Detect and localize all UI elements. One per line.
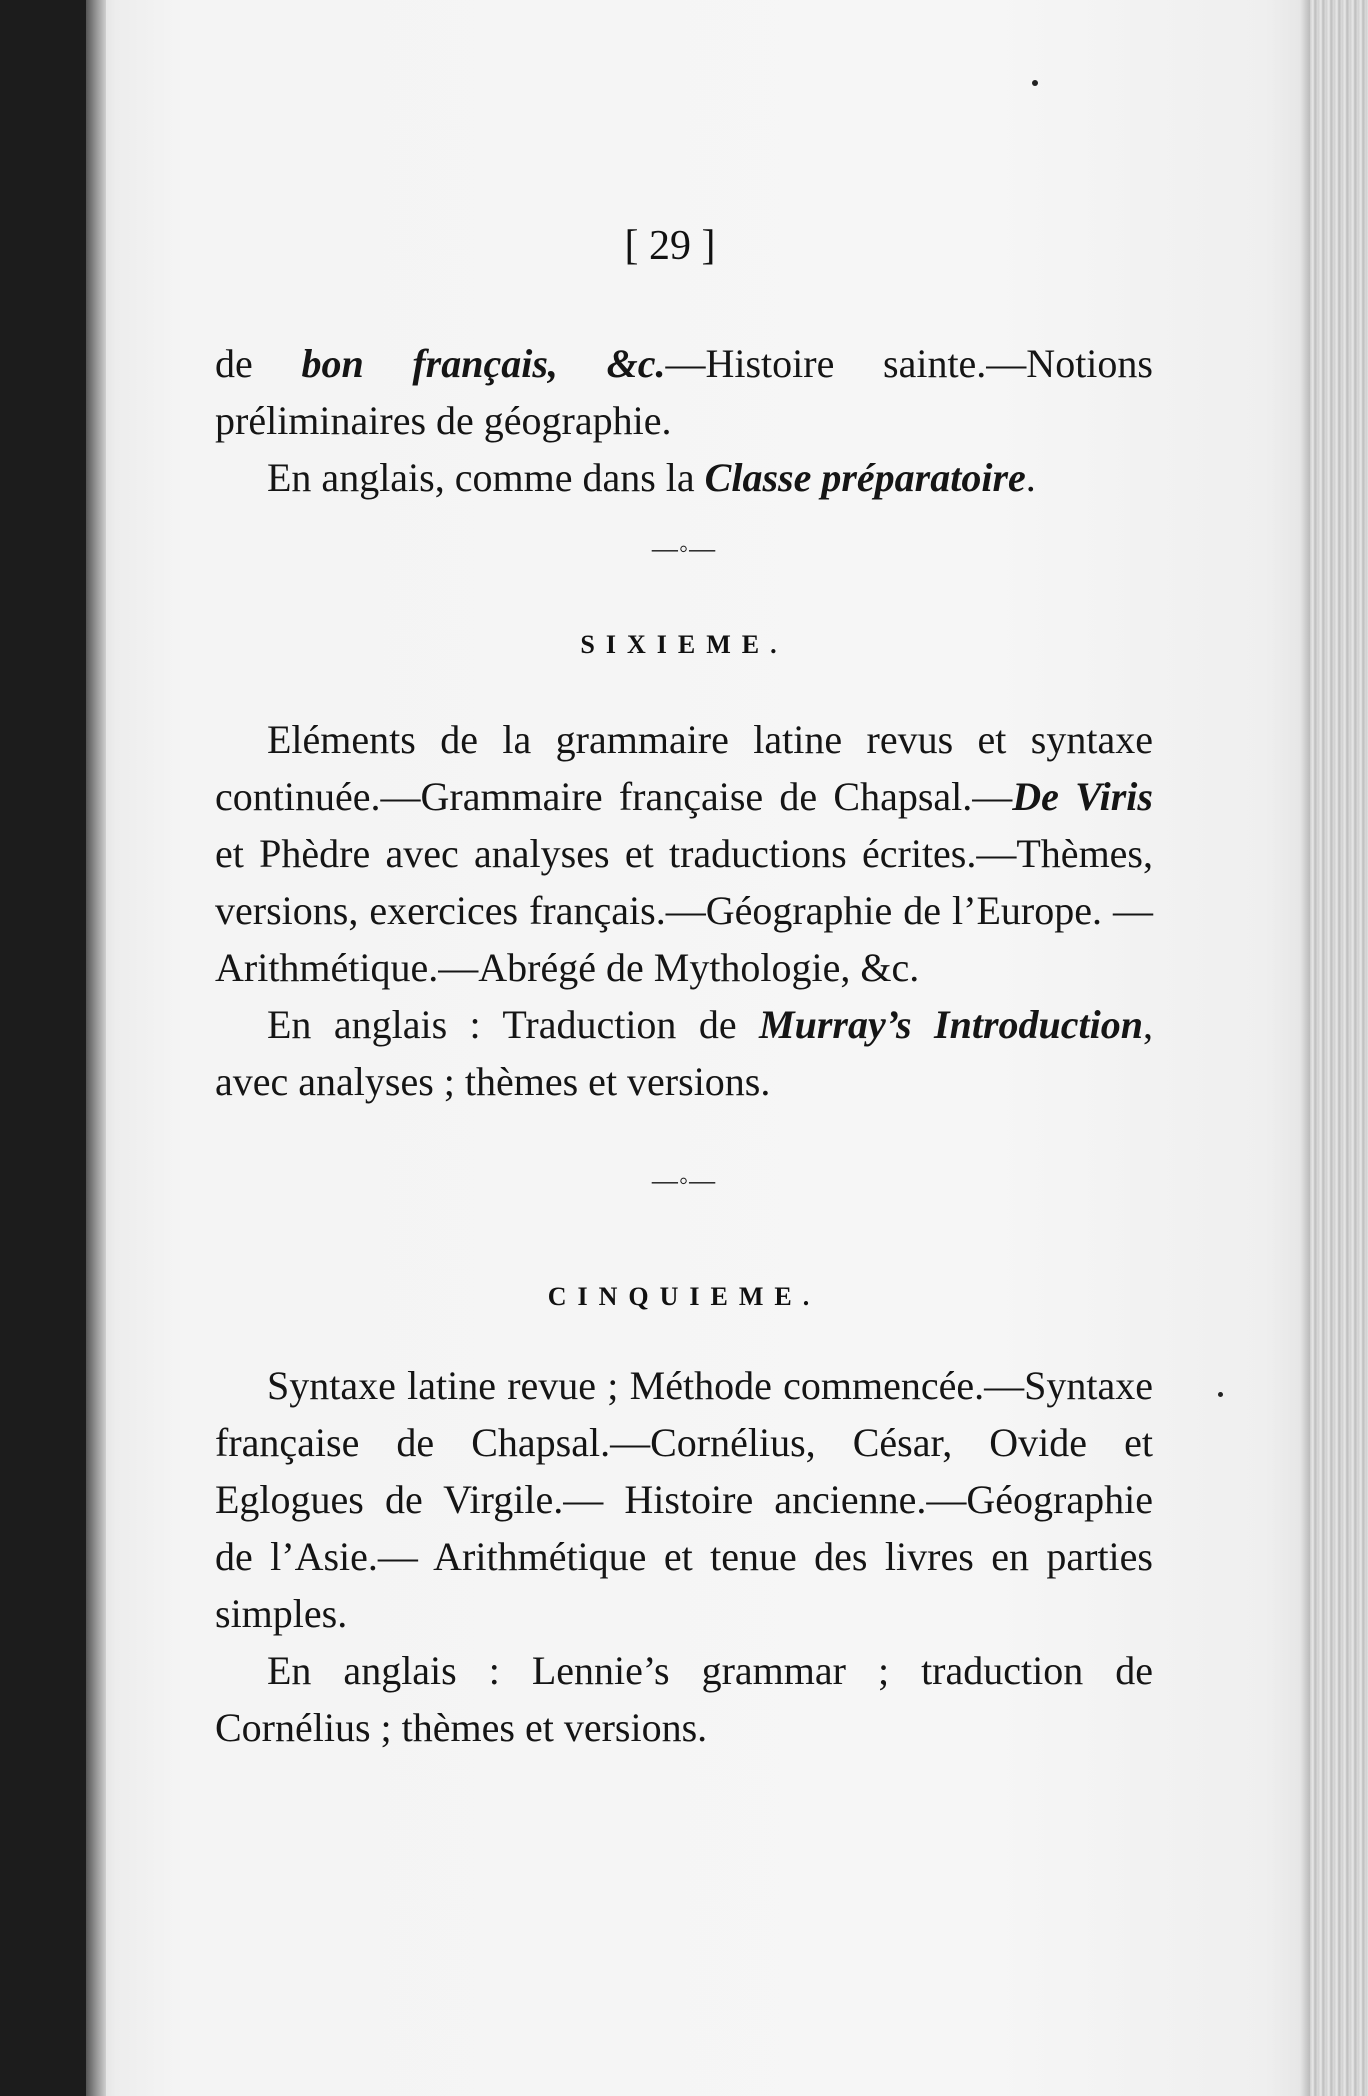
book-gutter <box>86 0 106 2096</box>
text-run: . <box>1025 455 1036 500</box>
ink-speck <box>1218 1392 1223 1397</box>
text-run: En anglais : Traduction de <box>267 1002 759 1047</box>
text-run: de <box>215 341 302 386</box>
text-run: Eléments de la grammaire latine revus et syntaxe continuée.—Grammaire française de Chapsal.— <box>215 717 1153 819</box>
paragraph-cinquieme-course: Syntaxe latine revue ; Méthode commencée.—Syntaxe française de Chapsal.—Cornélius, César, Ovide et Eglogues de Virgile.— Histoire ancienne.—Géographie de l’Asie.— Arithmétique et tenue des livres en parties simples. <box>215 1363 1153 1636</box>
text-run: , avec analyses ; thèmes et versions. <box>215 1002 1153 1104</box>
paragraph-continuation <box>215 335 1153 449</box>
book-page-edges <box>1310 0 1368 2096</box>
section-heading-cinquieme: CINQUIEME. <box>547 1282 821 1311</box>
paragraph-sixieme-course <box>215 711 1153 996</box>
page-text <box>215 0 1153 1756</box>
page-number: [ 29 ] <box>624 223 716 269</box>
ornamental-rule: —◦— <box>651 1166 717 1195</box>
ornamental-rule: —◦— <box>651 534 717 563</box>
paragraph-english-preparatory <box>215 449 1153 506</box>
section-heading-sixieme: SIXIEME. <box>580 630 788 659</box>
text-run: En anglais, comme dans la <box>267 455 705 500</box>
italic-run: De Viris <box>1012 774 1153 819</box>
text-run: —Histoire sainte.—Notions préliminaires de géographie. <box>215 341 1153 443</box>
paragraph-cinquieme-english: En anglais : Lennie’s grammar ; traduction de Cornélius ; thèmes et versions. <box>215 1648 1153 1750</box>
italic-run: Murray’s Introduction <box>759 1002 1143 1047</box>
italic-run: bon français, &c. <box>301 341 666 386</box>
text-run: et Phèdre avec analyses et traductions écrites.—Thèmes, versions, exercices français.—Géographie de l’Europe. —Arithmétique.—Abrégé de Mythologie, &c. <box>215 831 1153 990</box>
italic-run: Classe préparatoire <box>704 455 1026 500</box>
paragraph-sixieme-english <box>215 996 1153 1110</box>
